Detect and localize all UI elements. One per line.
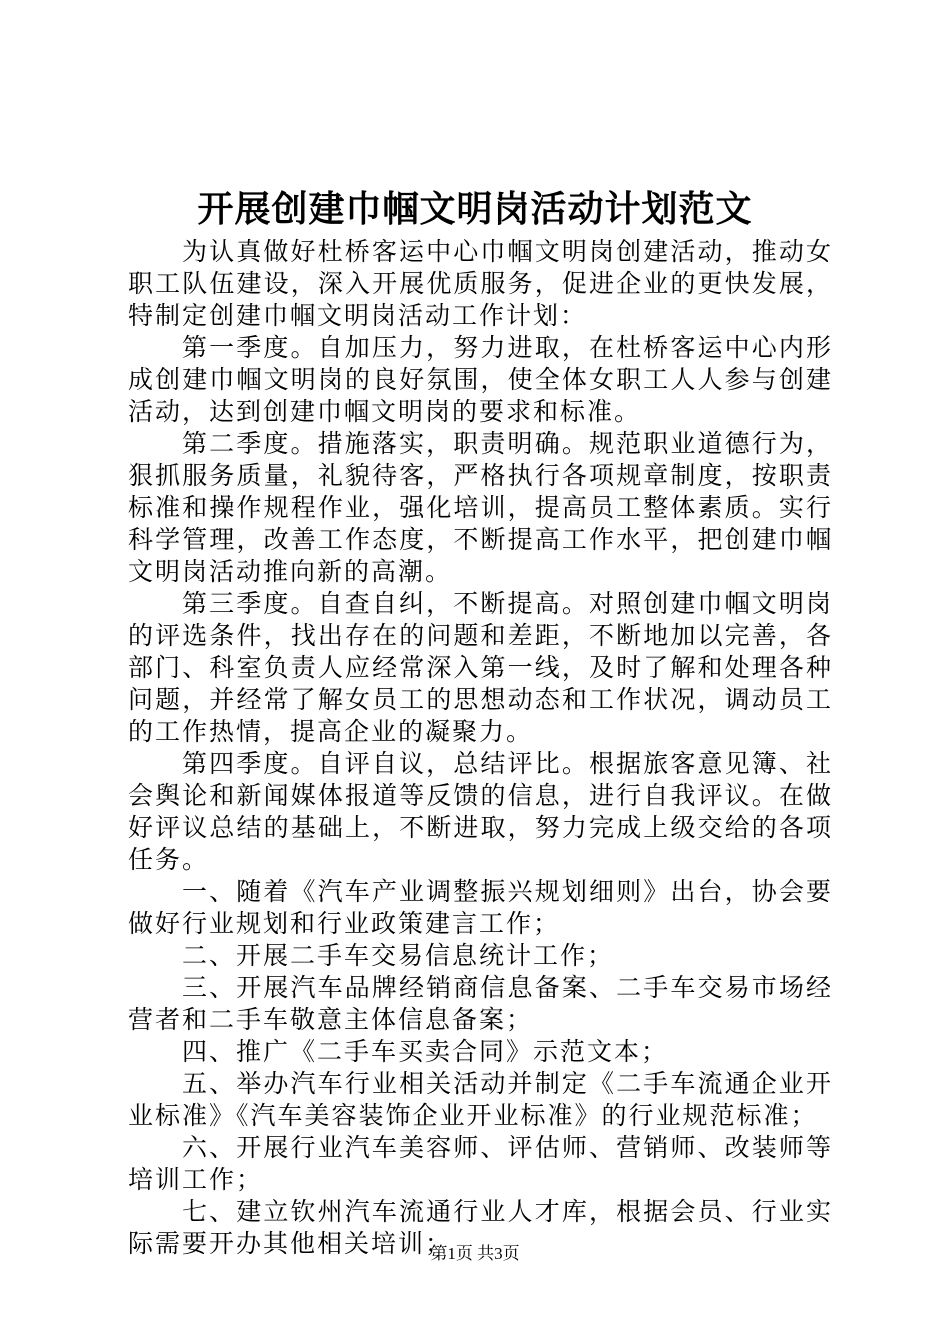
paragraph-item-1: 一、随着《汽车产业调整振兴规划细则》出台，协会要做好行业规划和行业政策建言工作；: [128, 877, 833, 938]
paragraph-item-5: 五、举办汽车行业相关活动并制定《二手车流通企业开业标准》《汽车美容装饰企业开业标准》的行业规范标准；: [128, 1069, 833, 1130]
paragraph-item-6: 六、开展行业汽车美容师、评估师、营销师、改装师等培训工作；: [128, 1133, 833, 1194]
page-footer: [0, 1243, 950, 1265]
paragraph-q4: 第四季度。自评自议，总结评比。根据旅客意见簿、社会舆论和新闻媒体报道等反馈的信息，进行自我评议。在做好评议总结的基础上，不断进取，努力完成上级交给的各项任务。: [128, 749, 833, 874]
document-title: 开展创建巾帼文明岗活动计划范文: [197, 189, 753, 230]
paragraph-item-7: 七、建立钦州汽车流通行业人才库，根据会员、行业实际需要开办其他相关培训；: [128, 1197, 833, 1258]
page-number: 第1页 共3页: [430, 1244, 520, 1263]
paragraph-item-3: 三、开展汽车品牌经销商信息备案、二手车交易市场经营者和二手车敬意主体信息备案；: [128, 973, 833, 1034]
paragraph-item-4: 四、推广《二手车买卖合同》示范文本；: [182, 1037, 669, 1066]
paragraph-q3: 第三季度。自查自纠，不断提高。对照创建巾帼文明岗的评选条件，找出存在的问题和差距，不断地加以完善，各部门、科室负责人应经常深入第一线，及时了解和处理各种问题，并经常了解女员工的思想动态和工作状况，调动员工的工作热情，提高企业的凝聚力。: [128, 589, 833, 746]
paragraph-q1: 第一季度。自加压力，努力进取，在杜桥客运中心内形成创建巾帼文明岗的良好氛围，使全体女职工人人参与创建活动，达到创建巾帼文明岗的要求和标准。: [128, 333, 833, 426]
paragraph-item-2: 二、开展二手车交易信息统计工作；: [182, 941, 615, 970]
paragraph-q2: 第二季度。措施落实，职责明确。规范职业道德行为，狠抓服务质量，礼貌待客，严格执行各项规章制度，按职责标准和操作规程作业，强化培训，提高员工整体素质。实行科学管理，改善工作态度，不断提高工作水平，把创建巾帼文明岗活动推向新的高潮。: [128, 429, 833, 586]
paragraph-intro: 为认真做好杜桥客运中心巾帼文明岗创建活动，推动女职工队伍建设，深入开展优质服务，促进企业的更快发展，特制定创建巾帼文明岗活动工作计划：: [128, 237, 833, 330]
document-body: [128, 236, 833, 1260]
